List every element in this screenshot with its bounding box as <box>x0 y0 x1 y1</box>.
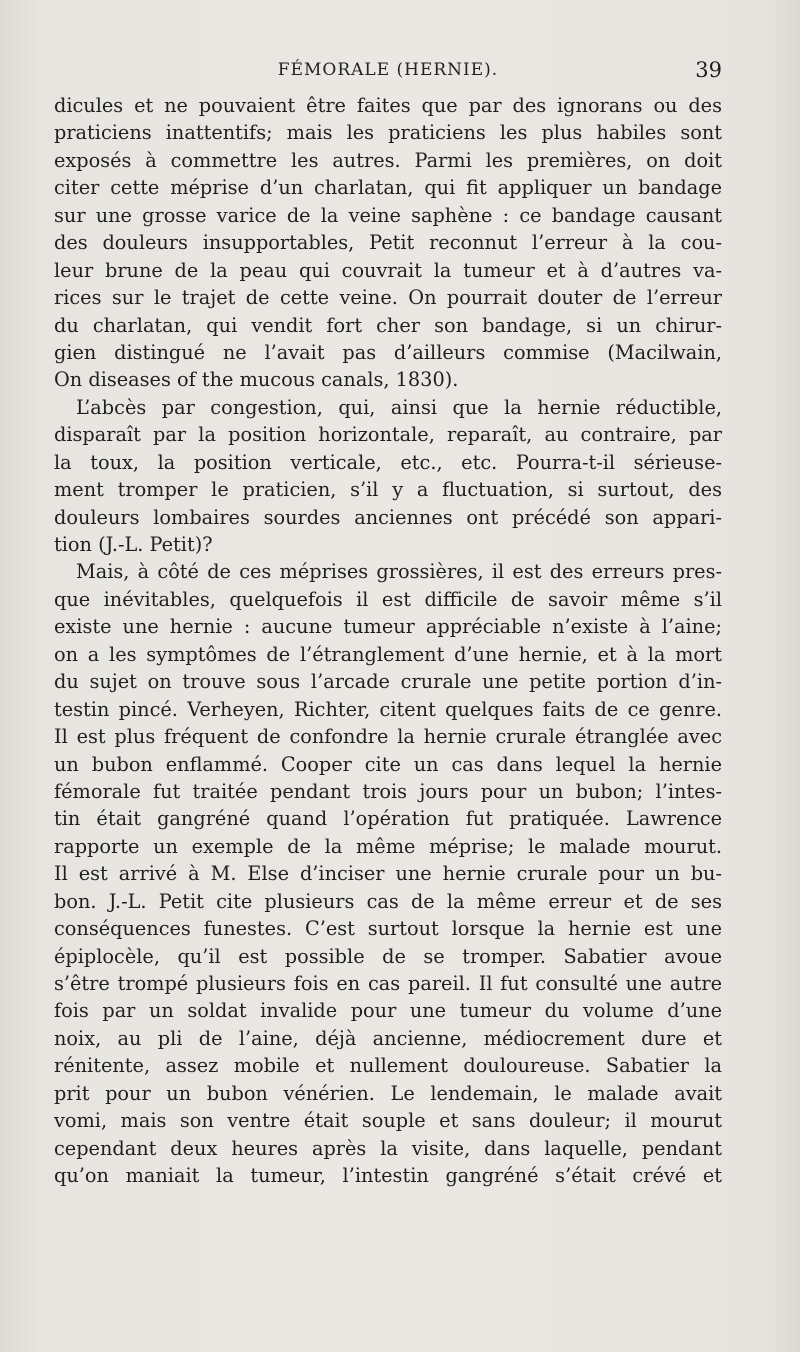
text-line: douleurs lombaires sourdes anciennes ont précédé son appari- <box>54 505 722 529</box>
page-number: 39 <box>695 58 722 82</box>
text-line: conséquences funestes. C’est surtout lorsque la hernie est une <box>54 917 722 941</box>
text-line: la toux, la position verticale, etc., etc. Pourra-t-il sérieuse- <box>54 450 722 474</box>
text-line: rénitente, assez mobile et nullement douloureuse. Sabatier la <box>54 1054 722 1078</box>
text-line: tion (J.-L. Petit)? <box>54 533 213 556</box>
text-line: citer cette méprise d’un charlatan, qui fit appliquer un bandage <box>54 176 722 200</box>
text-line: des douleurs insupportables, Petit reconnut l’erreur à la cou- <box>54 231 722 255</box>
text-line: bon. J.-L. Petit cite plusieurs cas de la même erreur et de ses <box>54 889 722 913</box>
text-line: leur brune de la peau qui couvrait la tumeur et à d’autres va- <box>54 258 722 282</box>
text-line: disparaît par la position horizontale, reparaît, au contraire, par <box>54 423 722 447</box>
text-line: Il est arrivé à M. Else d’inciser une hernie crurale pour un bu- <box>54 862 722 886</box>
body-text <box>54 92 722 1190</box>
text-line: du sujet on trouve sous l’arcade crurale une petite portion d’in- <box>54 670 722 694</box>
text-line: noix, au pli de l’aine, déjà ancienne, médiocrement dure et <box>54 1026 722 1050</box>
text-line: du charlatan, qui vendit fort cher son bandage, si un chirur- <box>54 313 722 337</box>
text-line: vomi, mais son ventre était souple et sans douleur; il mourut <box>54 1109 722 1133</box>
text-line: fémorale fut traitée pendant trois jours pour un bubon; l’intes- <box>54 779 722 803</box>
text-line: qu’on maniait la tumeur, l’intestin gangréné s’était crévé et <box>54 1164 722 1188</box>
text-line: existe une hernie : aucune tumeur appréciable n’existe à l’aine; <box>54 615 722 639</box>
text-line: dicules et ne pouvaient être faites que par des ignorans ou des <box>54 94 722 117</box>
text-line: tin était gangréné quand l’opération fut pratiquée. Lawrence <box>54 807 722 831</box>
text-line: épiplocèle, qu’il est possible de se tromper. Sabatier avoue <box>54 944 722 968</box>
text-line: cependant deux heures après la visite, dans laquelle, pendant <box>54 1136 722 1160</box>
running-title: FÉMORALE (HERNIE). <box>277 60 499 80</box>
text-line: gien distingué ne l’avait pas d’ailleurs commise (Macilwain, <box>54 340 722 364</box>
text-line: exposés à commettre les autres. Parmi les premières, on doit <box>54 148 722 172</box>
text-line: fois par un soldat invalide pour une tumeur du volume d’une <box>54 999 722 1023</box>
text-line: praticiens inattentifs; mais les praticiens les plus habiles sont <box>54 121 722 145</box>
text-line: ment tromper le praticien, s’il y a fluctuation, si surtout, des <box>54 478 722 502</box>
text-line: On diseases of the mucous canals, 1830). <box>54 368 459 392</box>
text-line: sur une grosse varice de la veine saphène : ce bandage causant <box>54 203 722 227</box>
text-line: s’être trompé plusieurs fois en cas pareil. Il fut consulté une autre <box>54 972 722 995</box>
page-header <box>54 58 722 88</box>
text-line: L’abcès par congestion, qui, ainsi que la hernie réductible, <box>76 395 722 419</box>
text-line: rices sur le trajet de cette veine. On pourrait douter de l’erreur <box>54 286 722 310</box>
text-line: un bubon enflammé. Cooper cite un cas dans lequel la hernie <box>54 752 722 776</box>
text-line: prit pour un bubon vénérien. Le lendemain, le malade avait <box>54 1081 722 1105</box>
text-line: on a les symptômes de l’étranglement d’une hernie, et à la mort <box>54 642 722 666</box>
text-line: que inévitables, quelquefois il est difficile de savoir même s’il <box>54 587 722 611</box>
text-line: testin pincé. Verheyen, Richter, citent quelques faits de ce genre. <box>54 697 722 721</box>
text-line: Il est plus fréquent de confondre la hernie crurale étranglée avec <box>54 725 722 749</box>
text-line: rapporte un exemple de la même méprise; le malade mourut. <box>54 834 722 858</box>
text-line: Mais, à côté de ces méprises grossières, il est des erreurs pres- <box>76 560 722 584</box>
